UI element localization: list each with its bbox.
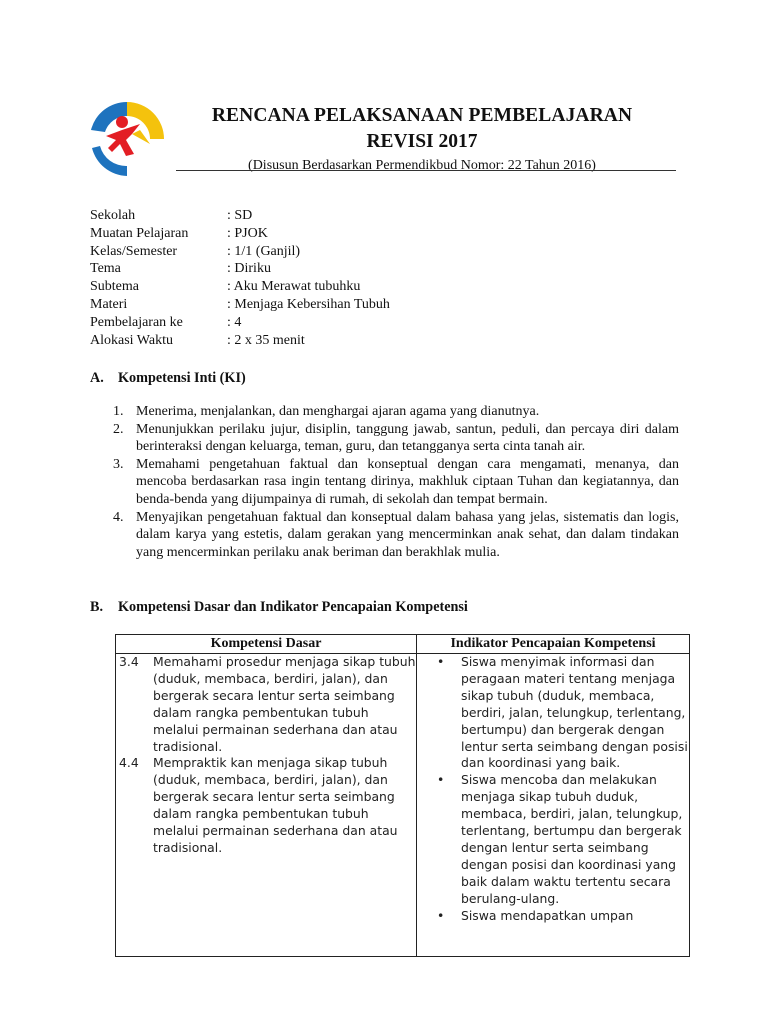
section-b-heading: B. Kompetensi Dasar dan Indikator Pencapaian Kompetensi — [90, 599, 468, 615]
header-divider — [176, 170, 676, 171]
info-value: : Aku Merawat tubuhku — [227, 279, 361, 295]
info-row — [90, 278, 390, 296]
indicator-cell — [417, 654, 690, 957]
ki-number: 4. — [113, 509, 124, 525]
info-value: : 1/1 (Ganjil) — [227, 243, 301, 259]
kd-header: Kompetensi Dasar — [116, 635, 417, 654]
info-row — [90, 207, 390, 225]
document-title: RENCANA PELAKSANAAN PEMBELAJARAN — [211, 105, 633, 126]
ki-text: Menunjukkan perilaku jujur, disiplin, tanggung jawab, santun, peduli, dan percaya diri dalam berinteraksi dengan keluarga, teman, guru, dan tetangganya serta cinta tanah air. — [136, 421, 679, 455]
kurikulum-logo — [88, 100, 166, 178]
info-label: Alokasi Waktu — [90, 332, 173, 348]
indicator-text: Siswa menyimak informasi dan peragaan materi tentang menjaga sikap tubuh (duduk, membaca, berdiri, jalan, telungkup, terlentang, bertumpu) dan bergerak dengan lentur serta seimbang dengan posisi dan koordinasi yang baik. — [461, 654, 688, 771]
info-row — [90, 260, 390, 278]
kd-cell — [116, 654, 417, 957]
info-row — [90, 243, 390, 261]
info-label: Subtema — [90, 279, 139, 295]
indicator-item — [417, 908, 689, 925]
info-label: Materi — [90, 296, 128, 312]
info-label: Muatan Pelajaran — [90, 225, 189, 241]
bullet-icon: • — [437, 654, 445, 669]
indicator-item — [417, 772, 689, 907]
kd-number: 4.4 — [119, 755, 139, 771]
info-value: : Menjaga Kebersihan Tubuh — [227, 296, 390, 312]
ki-list — [113, 403, 679, 561]
info-value: : SD — [227, 208, 253, 223]
kd-item — [116, 654, 416, 755]
ki-text: Memahami pengetahuan faktual dan konseptual dengan cara mengamati, menanya, dan mencoba berdasarkan rasa ingin tentang dirinya, makhluk ciptaan Tuhan dan kegiatannya, dan benda-benda yang dijumpainya di rumah, di sekolah dan tempat bermain. — [136, 456, 679, 507]
section-a-heading: A. Kompetensi Inti (KI) — [90, 370, 246, 386]
indicator-text: Siswa mendapatkan umpan — [461, 907, 634, 923]
ki-item — [113, 456, 679, 509]
ki-item — [113, 421, 679, 456]
kd-text: Mempraktik kan menjaga sikap tubuh (duduk, membaca, berdiri, jalan), dan bergerak secara lentur serta seimbang dalam rangka pembentukan tubuh melalui permainan sederhana dan atau tradisional. — [153, 755, 398, 855]
info-label: Kelas/Semester — [90, 243, 178, 259]
bullet-icon: • — [437, 772, 445, 788]
info-value: : 4 — [227, 314, 242, 330]
kd-item — [116, 755, 416, 856]
ki-number: 1. — [113, 404, 124, 419]
info-row — [90, 296, 390, 314]
info-label: Pembelajaran ke — [90, 314, 183, 330]
ki-number: 2. — [113, 421, 124, 437]
info-label: Tema — [90, 261, 121, 277]
kd-number: 3.4 — [119, 654, 139, 669]
ki-text: Menyajikan pengetahuan faktual dan konseptual dalam bahasa yang jelas, sistematis dan logis, dalam karya yang estetis, dalam gerakan yang mencerminkan anak sehat, dan dalam tindakan yang mencerminkan perilaku anak beriman dan berakhlak mulia. — [136, 509, 679, 560]
indicator-text: Siswa mencoba dan melakukan menjaga sikap tubuh duduk, membaca, berdiri, jalan, telungkup, terlentang, bertumpu dan bergerak dengan lentur serta seimbang dengan posisi dan koordinasi yang baik dalam waktu tertentu secara berulang-ulang. — [461, 772, 683, 906]
info-row — [90, 314, 390, 332]
kd-table — [115, 634, 690, 957]
ki-item — [113, 403, 679, 421]
document-revision: REVISI 2017 — [366, 131, 478, 152]
document-header — [180, 104, 664, 175]
ki-item — [113, 509, 679, 562]
info-value: : 2 x 35 menit — [227, 332, 305, 348]
info-value: : PJOK — [227, 225, 268, 241]
indicator-item — [417, 654, 689, 772]
info-row — [90, 225, 390, 243]
identity-table — [90, 207, 390, 349]
info-row — [90, 332, 390, 350]
document-subtitle: (Disusun Berdasarkan Permendikbud Nomor: 22 Tahun 2016) — [248, 158, 596, 173]
bullet-icon: • — [437, 907, 445, 923]
ki-number: 3. — [113, 456, 124, 472]
ki-text: Menerima, menjalankan, dan menghargai ajaran agama yang dianutnya. — [136, 404, 540, 419]
indicator-header: Indikator Pencapaian Kompetensi — [417, 635, 690, 654]
info-label: Sekolah — [90, 208, 136, 223]
info-value: : Diriku — [227, 261, 271, 277]
kd-text: Memahami prosedur menjaga sikap tubuh (duduk, membaca, berdiri, jalan), dan bergerak secara lentur serta seimbang dalam rangka pembentukan tubuh melalui permainan sederhana dan atau tradisional. — [153, 654, 416, 754]
